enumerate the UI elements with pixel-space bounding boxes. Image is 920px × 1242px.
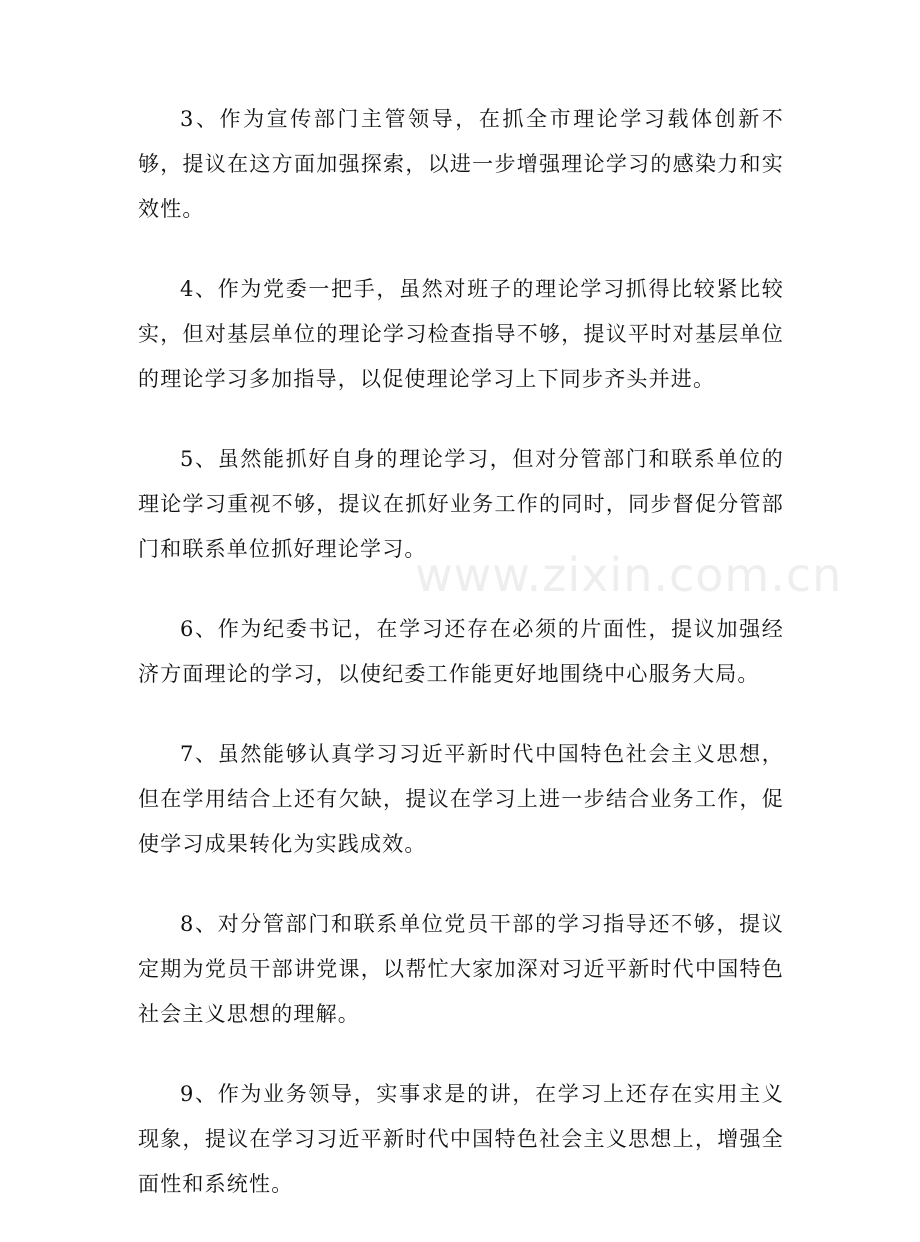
paragraph-9: 9、作为业务领导，实事求是的讲，在学习上还存在实用主义现象，提议在学习习近平新时代中国特色社会主义思想上，增强全面性和系统性。 [138, 1082, 784, 1196]
watermark-text: www.zixin.com.cn [415, 548, 843, 602]
paragraph-5: 5、虽然能抓好自身的理论学习，但对分管部门和联系单位的理论学习重视不够，提议在抓好业务工作的同时，同步督促分管部门和联系单位抓好理论学习。 [138, 447, 784, 561]
paragraph-4: 4、作为党委一把手，虽然对班子的理论学习抓得比较紧比较实，但对基层单位的理论学习检查指导不够，提议平时对基层单位的理论学习多加指导，以促使理论学习上下同步齐头并进。 [138, 277, 784, 391]
paragraph-3: 3、作为宣传部门主管领导，在抓全市理论学习载体创新不够，提议在这方面加强探索，以进一步增强理论学习的感染力和实效性。 [138, 107, 784, 221]
paragraph-6: 6、作为纪委书记，在学习还存在必须的片面性，提议加强经济方面理论的学习，以使纪委工作能更好地围绕中心服务大局。 [138, 617, 784, 686]
paragraph-7: 7、虽然能够认真学习习近平新时代中国特色社会主义思想，但在学用结合上还有欠缺，提议在学习上进一步结合业务工作，促使学习成果转化为实践成效。 [138, 742, 784, 856]
document-body [138, 97, 784, 1242]
paragraph-8: 8、对分管部门和联系单位党员干部的学习指导还不够，提议定期为党员干部讲党课，以帮忙大家加深对习近平新时代中国特色社会主义思想的理解。 [138, 912, 784, 1026]
